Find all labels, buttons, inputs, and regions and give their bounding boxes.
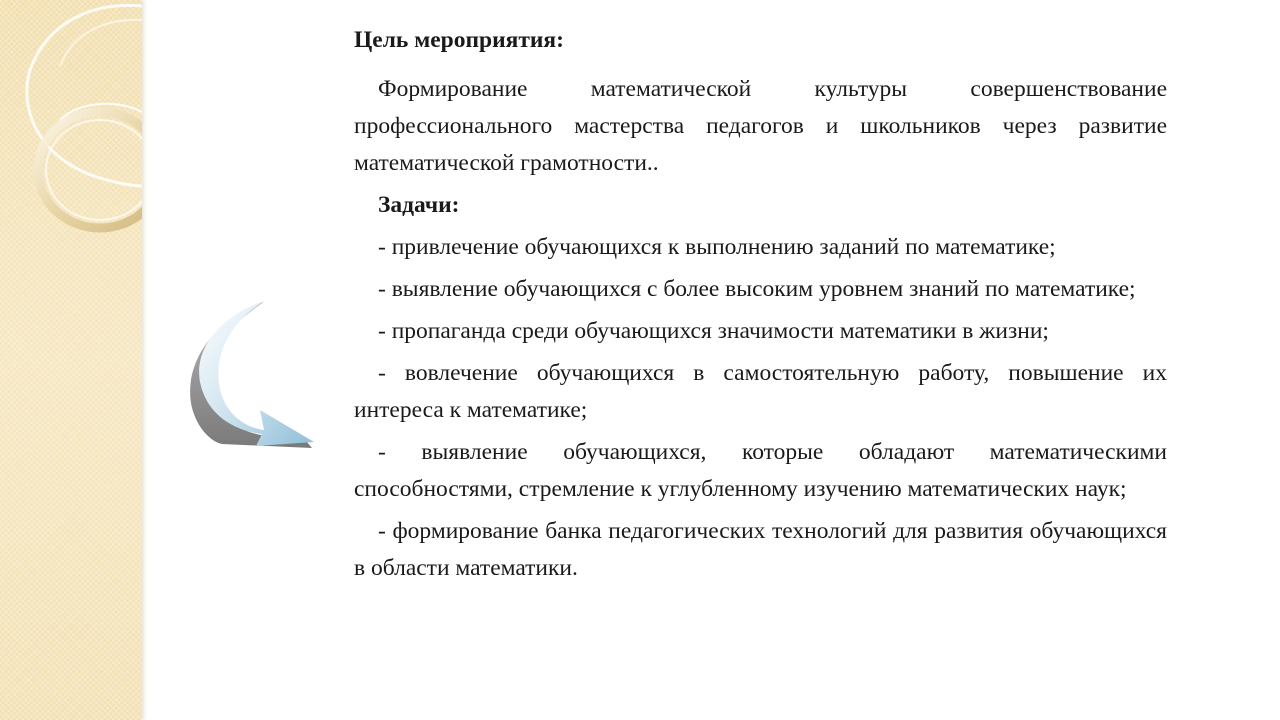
goal-heading: Цель мероприятия:	[354, 27, 564, 53]
task-item-2: - выявление обучающихся с более высоким уровнем знаний по математике;	[378, 276, 1136, 302]
slide-content	[354, 22, 1167, 592]
task-item-4: - вовлечение обучающихся в самостоятельную работу, повышение их интереса к математике;	[354, 360, 1167, 423]
task-item-5: - выявление обучающихся, которые обладают математическими способностями, стремление к углубленному изучению математических наук;	[354, 439, 1167, 502]
ring-decoration	[0, 0, 142, 720]
task-item-6: - формирование банка педагогических технологий для развития обучающихся в области математики.	[354, 518, 1167, 581]
goal-text: Формирование математической культуры совершенствование профессионального мастерства педагогов и школьников через развитие математической грамотности..	[354, 76, 1167, 176]
decorative-side-band	[0, 0, 142, 720]
task-item-1: - привлечение обучающихся к выполнению заданий по математике;	[378, 234, 1056, 260]
task-item-3: - пропаганда среди обучающихся значимости математики в жизни;	[378, 318, 1049, 344]
tasks-heading: Задачи:	[378, 192, 460, 218]
curved-arrow-icon	[182, 296, 322, 452]
